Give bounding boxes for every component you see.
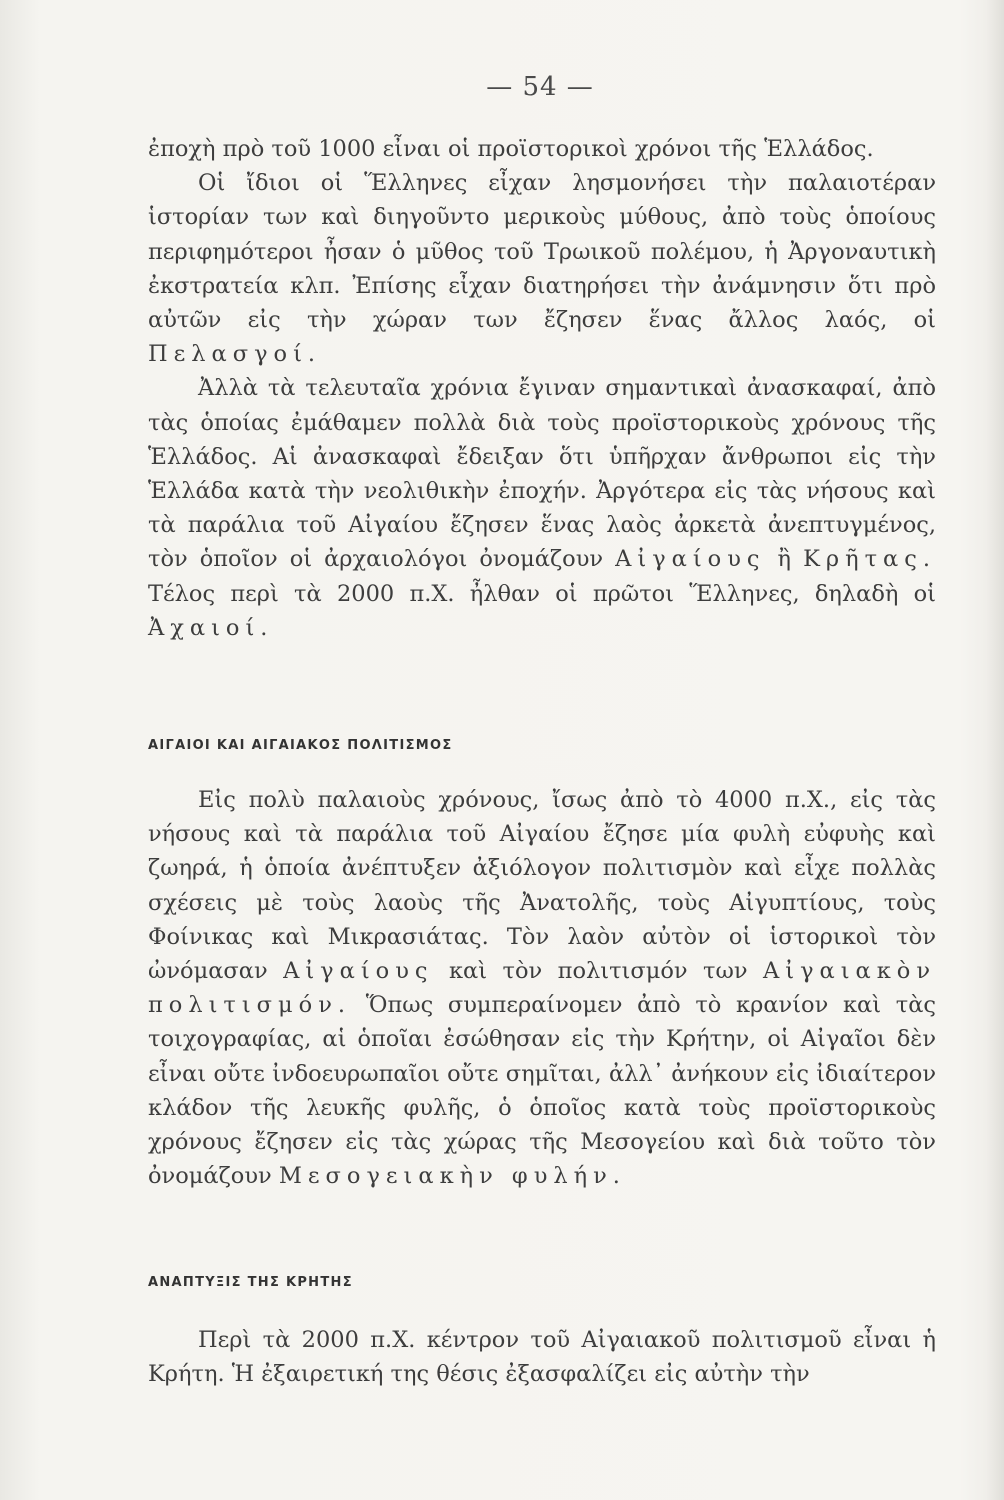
emphasis-cretans: Κρῆτας. [803, 546, 936, 573]
section-heading-aegean-civilization: ΑΙΓΑΙΟΙ ΚΑΙ ΑΙΓΑΙΑΚΟΣ ΠΟΛΙΤΙΣΜΟΣ [148, 738, 453, 753]
paragraph-text: Τέλος περὶ τὰ 2000 π.Χ. ἦλθαν οἱ πρῶτοι Ἕλληνες, δηλαδὴ οἱ [148, 580, 936, 607]
emphasis-mediterranean-race: Μεσογειακὴν φυλήν. [278, 1163, 626, 1190]
section-aegean-civilization [148, 783, 936, 1193]
page-number: — 54 — [486, 72, 594, 102]
paragraph-myths [148, 166, 936, 371]
paragraph-text: Ἀλλὰ τὰ τελευταῖα χρόνια ἔγιναν σημαντικαὶ ἀνασκαφαί, ἀπὸ τὰς ὁποίας ἐμάθαμεν πολλὰ διὰ τοὺς προϊστορικοὺς χρόνους τῆς Ἑλλάδος. Αἱ ἀνασκαφαὶ ἔδειξαν ὅτι ὑπῆρχαν ἄνθρωποι εἰς τὴν Ἑλλάδα κατὰ τὴν νεολιθικὴν ἐποχήν. Ἀργότερα εἰς τὰς νήσους καὶ τὰ παράλια τοῦ Αἰγαίου ἔζησεν ἕνας λαὸς ἀρκετὰ ἀνεπτυγμένος, τὸν ὁποῖον οἱ ἀρχαιολόγοι ὀνομάζουν [148, 375, 936, 573]
emphasis-aegean-civilization: Αἰγαιακὸν πολιτισμόν. [148, 958, 937, 1019]
paragraph-text: Οἱ ἴδιοι οἱ Ἕλληνες εἶχαν λησμονήσει τὴν παλαιοτέραν ἱστορίαν των καὶ διηγοῦντο μερικοὺς μύθους, ἀπὸ τοὺς ὁποίους περιφημότεροι ἦσαν ὁ μῦθος τοῦ Τρωικοῦ πολέμου, ἡ Ἀργοναυτικὴ ἐκστρατεία κλπ. Ἐπίσης εἶχαν διατηρήσει τὴν ἀνάμνησιν ὅτι πρὸ αὐτῶν εἰς τὴν χώραν των ἔζησεν ἕνας ἄλλος λαός, οἱ [148, 170, 936, 334]
emphasis-achaeans: Ἀχαιοί. [148, 614, 274, 641]
paragraph-continuation [148, 132, 936, 166]
paragraph-excavations [148, 371, 936, 645]
paragraph-text: Ὅπως συμπεραίνομεν ἀπὸ τὸ κρανίον καὶ τὰς τοιχογραφίας, αἱ ὁποῖαι ἐσώθησαν εἰς τὴν Κρήτην, οἱ Αἰγαῖοι δὲν εἶναι οὔτε ἰνδοευρωπαῖοι οὔτε σημῖται, ἀλλ᾽ ἀνήκουν εἰς ἰδιαίτερον κλάδον τῆς λευκῆς φυλῆς, ὁ ὁποῖος κατὰ τοὺς προϊστορικοὺς χρόνους ἔζησεν εἰς τὰς χώρας τῆς Μεσογείου καὶ διὰ τοῦτο τὸν ὀνομάζουν [148, 992, 937, 1190]
paragraph-text: Εἰς πολὺ παλαιοὺς χρόνους, ἴσως ἀπὸ τὸ 4000 π.Χ., εἰς τὰς νήσους καὶ τὰ παράλια τοῦ Αἰγαίου ἔζησε μία φυλὴ εὐφυὴς καὶ ζωηρά, ἡ ὁποία ἀνέπτυξεν ἀξιόλογον πολιτισμὸν καὶ εἶχε πολλὰς σχέσεις μὲ τοὺς λαοὺς τῆς Ἀνατολῆς, τοὺς Αἰγυπτίους, τοὺς Φοίνικας καὶ Μικρασιάτας. Τὸν λαὸν αὐτὸν οἱ ἱστορικοὶ τὸν ὠνόμασαν [148, 787, 936, 985]
section-prehistoric-times [148, 132, 936, 645]
emphasis-aegeans: Αἰγαίους [615, 546, 766, 573]
paragraph-crete [148, 1323, 936, 1391]
section-development-of-crete [148, 1323, 936, 1391]
paragraph-text: Περὶ τὰ 2000 π.Χ. κέντρον τοῦ Αἰγαιακοῦ πολιτισμοῦ εἶναι ἡ Κρήτη. Ἡ ἐξαιρετική της θέσις ἐξασφαλίζει εἰς αὐτὴν τὴν [148, 1327, 936, 1388]
paragraph-text: ἢ [777, 546, 792, 573]
emphasis-aegeans: Αἰγαίους [283, 958, 434, 985]
section-heading-development-of-crete: ΑΝΑΠΤΥΞΙΣ ΤΗΣ ΚΡΗΤΗΣ [148, 1275, 353, 1290]
paragraph-text: καὶ τὸν πολιτισμόν των [448, 958, 748, 985]
page-edge-shadow [986, 0, 1004, 1500]
paragraph-text: ἐποχὴ πρὸ τοῦ 1000 εἶναι οἱ προϊστορικοὶ χρόνοι τῆς Ἑλλάδος. [148, 136, 874, 162]
emphasis-pelasgians: Πελασγοί. [148, 341, 322, 368]
paragraph-aegeans [148, 783, 936, 1193]
